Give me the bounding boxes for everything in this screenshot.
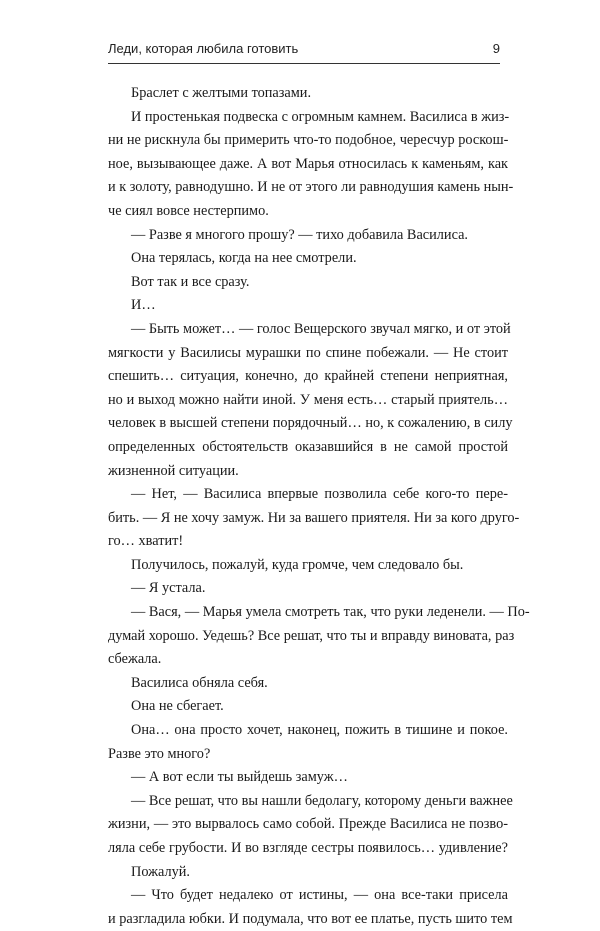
text-line: Получилось, пожалуй, куда громче, чем следовало бы.: [131, 556, 464, 573]
text-line: — Нет, — Василиса впервые позволила себе кого-то пере-: [131, 486, 508, 503]
running-title: Леди, которая любила готовить: [108, 41, 299, 56]
text-line: и разгладила юбки. И подумала, что вот ее платье, пусть шито тем: [108, 910, 513, 927]
text-line: Разве это много?: [108, 745, 211, 762]
text-line: И простенькая подвеска с огромным камнем. Василиса в жиз-: [131, 108, 510, 125]
text-line: го… хватит!: [108, 533, 184, 550]
page-number: 9: [492, 41, 500, 56]
text-line: жизненной ситуации.: [108, 462, 239, 479]
text-line: ляла себе грубости. И во взгляде сестры появилось… удивление?: [108, 840, 508, 856]
body-text: [108, 82, 530, 931]
text-line: сбежала.: [108, 651, 162, 668]
text-line: и к золоту, равнодушно. И не от этого ли равнодушия камень нын-: [108, 179, 514, 196]
text-line: — Быть может… — голос Вещерского звучал мягко, и от этой: [131, 320, 511, 337]
running-header: [108, 41, 500, 64]
text-line: мягкости у Василисы мурашки по спине побежали. — Не стоит: [108, 344, 508, 361]
text-line: — Вася, — Марья умела смотреть так, что руки леденели. — По-: [131, 604, 530, 621]
text-line: думай хорошо. Уедешь? Все решат, что ты и вправду виновата, раз: [108, 627, 515, 644]
text-line: Вот так и все сразу.: [131, 273, 250, 290]
text-line: Она терялась, когда на нее смотрели.: [131, 250, 357, 267]
text-line: — Все решат, что вы нашли бедолагу, которому деньги важнее: [131, 792, 513, 809]
text-line: но и выход можно найти иной. У меня есть… старый приятель…: [108, 391, 508, 408]
text-line: Василиса обняла себя.: [131, 674, 268, 691]
text-line: Пожалуй.: [131, 863, 190, 880]
text-line: ное, вызывающее даже. А вот Марья относилась к каменьям, как: [108, 155, 508, 172]
text-line: бить. — Я не хочу замуж. Ни за вашего приятеля. Ни за кого друго-: [108, 509, 520, 526]
text-line: че сиял вовсе нестерпимо.: [108, 202, 269, 219]
text-line: — Я устала.: [131, 580, 206, 597]
text-line: — Что будет недалеко от истины, — она все-таки присела: [131, 887, 508, 904]
text-line: И…: [131, 297, 156, 314]
text-line: ни не рискнула бы примерить что-то подобное, чересчур роскош-: [108, 132, 509, 149]
text-line: Она не сбегает.: [131, 698, 224, 715]
text-line: — Разве я многого прошу? — тихо добавила Василиса.: [131, 226, 469, 243]
text-line: — А вот если ты выйдешь замуж…: [131, 769, 348, 786]
text-line: определенных обстоятельств оказавшийся в не самой простой: [108, 438, 508, 455]
text-line: Она… она просто хочет, наконец, пожить в тишине и покое.: [131, 722, 508, 739]
text-line: человек в высшей степени порядочный… но, к сожалению, в силу: [108, 415, 513, 432]
text-line: спешить… ситуация, конечно, до крайней степени неприятная,: [108, 368, 508, 385]
text-line: Браслет с желтыми топазами.: [131, 85, 312, 101]
text-line: жизни, — это вырвалось само собой. Прежде Василиса не позво-: [108, 816, 508, 833]
